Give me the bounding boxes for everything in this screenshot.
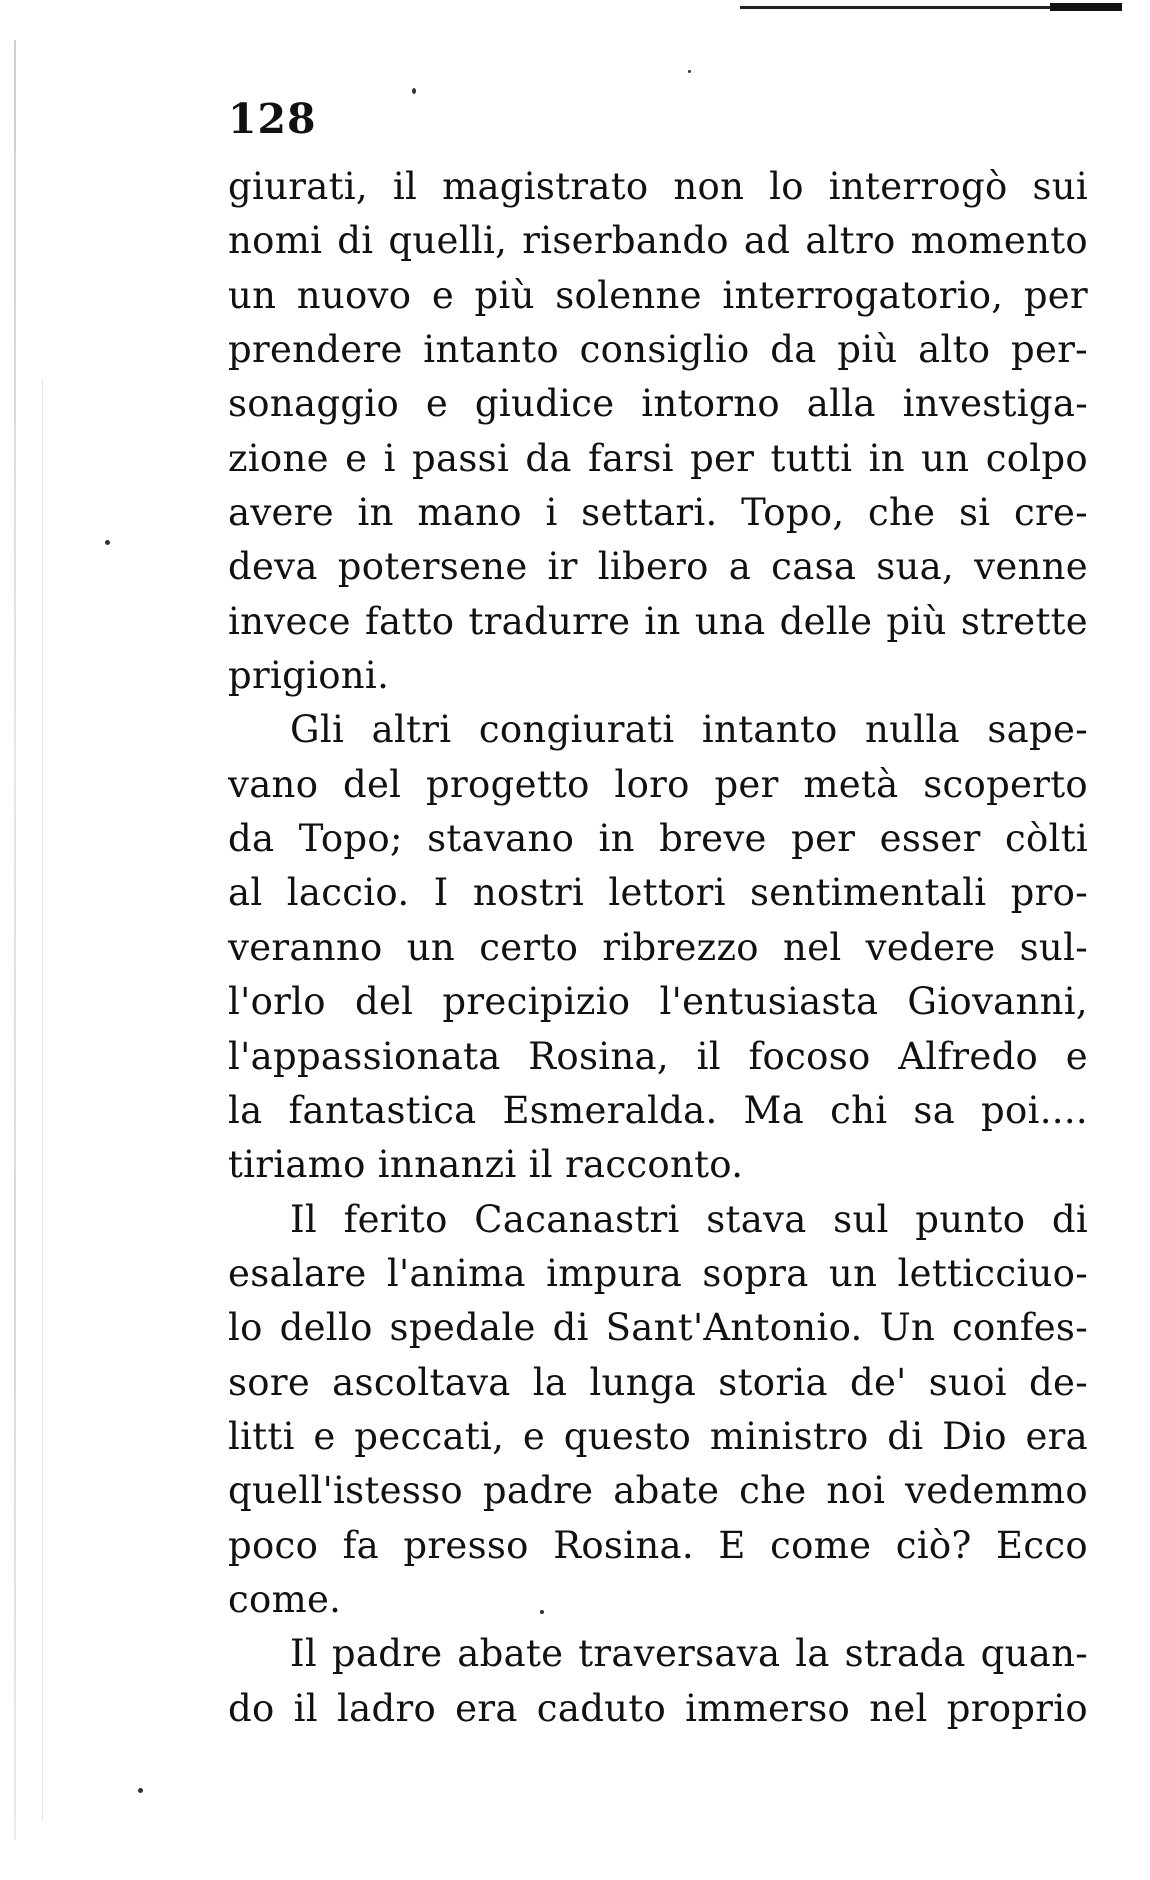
text-line: Il padre abate traversava la strada quan- (290, 1632, 1088, 1676)
text-line: litti e peccati, e questo ministro di Dio era (228, 1414, 1088, 1458)
text-line: veranno un certo ribrezzo nel vedere sul- (228, 925, 1088, 969)
top-edge-mark (1050, 3, 1122, 11)
ink-speck (688, 70, 691, 73)
text-line: l'orlo del precipizio l'entusiasta Giovanni, (228, 980, 1088, 1024)
text-line: Il ferito Cacanastri stava sul punto di (290, 1197, 1088, 1241)
text-line: zione e i passi da farsi per tutti in un colpo (228, 436, 1088, 480)
text-line: giurati, il magistrato non lo interrogò sui (228, 165, 1088, 208)
text-line: da Topo; stavano in breve per esser còlti (228, 817, 1088, 861)
text-line: do il ladro era caduto immerso nel proprio (228, 1686, 1088, 1730)
text-line: come. (228, 1577, 342, 1621)
text-line: nomi di quelli, riserbando ad altro momento (228, 219, 1088, 263)
text-line: tiriamo innanzi il racconto. (228, 1143, 744, 1187)
text-line: vano del progetto loro per metà scoperto (228, 762, 1088, 806)
text-line: l'appassionata Rosina, il focoso Alfredo e (228, 1034, 1088, 1078)
text-line: quell'istesso padre abate che noi vedemmo (228, 1469, 1088, 1513)
text-line: poco fa presso Rosina. E come ciò? Ecco (228, 1523, 1088, 1567)
page-binding-edge (14, 40, 16, 1840)
text-line: un nuovo e più solenne interrogatorio, per (228, 273, 1088, 317)
body-text (228, 160, 1088, 1736)
text-line: la fantastica Esmeralda. Ma chi sa poi.... (228, 1088, 1088, 1132)
text-line: invece fatto tradurre in una delle più strette (228, 599, 1088, 643)
text-line: prigioni. (228, 654, 390, 698)
page-binding-shadow (42, 380, 43, 1820)
text-line: sonaggio e giudice intorno alla investiga- (228, 382, 1088, 426)
ink-speck (105, 540, 110, 545)
ink-speck (412, 88, 416, 94)
text-line: lo dello spedale di Sant'Antonio. Un confes- (228, 1306, 1088, 1350)
text-line: prendere intanto consiglio da più alto per- (228, 328, 1088, 372)
text-line: Gli altri congiurati intanto nulla sape- (290, 708, 1088, 752)
text-line: al laccio. I nostri lettori sentimentali pro- (228, 871, 1088, 915)
text-line: deva potersene ir libero a casa sua, venne (228, 545, 1088, 589)
ink-speck (138, 1788, 143, 1793)
text-line: avere in mano i settari. Topo, che si cre- (228, 491, 1088, 535)
text-line: esalare l'anima impura sopra un letticciuo- (228, 1251, 1088, 1295)
text-line: sore ascoltava la lunga storia de' suoi de- (228, 1360, 1088, 1404)
page-number: 128 (228, 95, 317, 143)
